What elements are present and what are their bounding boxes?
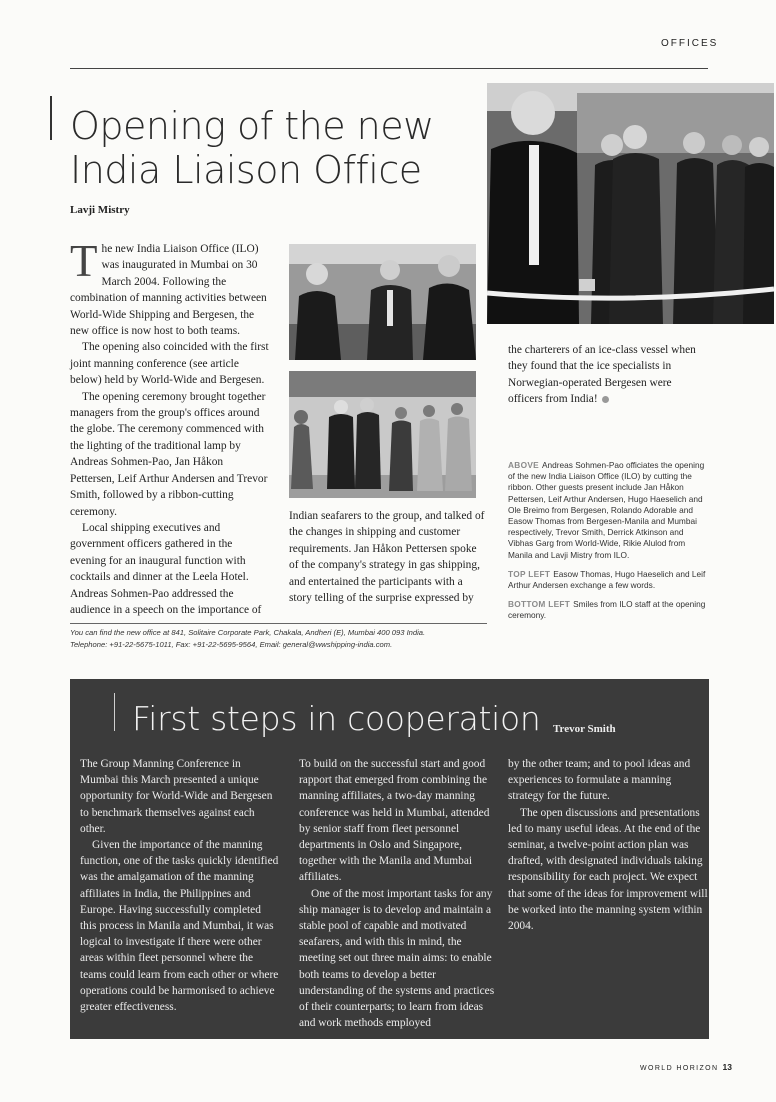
sidebar-column-3 — [508, 756, 708, 934]
photo-ribbon-cutting — [487, 83, 774, 324]
caption-above — [508, 460, 708, 561]
paragraph: by the other team; and to pool ideas and experiences to formulate a manning strategy for the future. — [508, 758, 691, 803]
page-number: 13 — [722, 1062, 732, 1072]
paragraph: The opening also coincided with the first joint manning conference (see article below) held by World-Wide and Bergesen. — [70, 341, 269, 387]
paragraph: Local shipping executives and government officers gathered in the evening for an inaugural function with cocktails and dinner at the Leela Hotel. Andreas Sohmen-Pao addressed the audience in a speech on the importance of — [70, 521, 262, 616]
article-column-1 — [70, 236, 270, 618]
paragraph: Indian seafarers to the group, and talked of the changes in shipping and customer requirements. Jan Håkon Pettersen spoke of the company's strategy in gas shipping, and entertained the participants with a story telling of the surprise expressed by — [289, 510, 485, 605]
caption-text: Andreas Sohmen-Pao officiates the opening of the new India Liaison Office (ILO) by cutting the ribbon. Other guests present include Jan Håkon Pettersen, Leif Arthur Andersen, Hugo Haeselich and Ole Breimo from Bergesen, Rolando Adorable and Easow Thomas from Bergesen-Manila and Mumbai respectively, Trevor Smith, Derrick Atkinson and Vibhas Garg from World-Wide, Rikie Alulod from Manila and Lavji Mistry from ILO. — [508, 460, 705, 560]
article-column-3 — [508, 342, 708, 408]
caption-text: Easow Thomas, Hugo Haeselich and Leif Arthur Andersen exchange a few words. — [508, 568, 706, 591]
sidebar-article-title: First steps in cooperation — [132, 699, 541, 738]
paragraph: The opening ceremony brought together managers from the group's offices around the globe. The ceremony commenced with the lighting of the traditional lamp by Andreas Sohmen-Pao, Jan Håkon Pettersen, Leif Arthur Andersen and Trevor Smith, followed by a ribbon-cutting ceremony. — [70, 390, 268, 518]
photo-top-left — [289, 244, 476, 360]
sidebar-title-accent-bar — [114, 693, 115, 731]
sidebar-column-1 — [80, 756, 280, 1015]
drop-cap: T — [70, 236, 98, 286]
photo-bottom-left — [289, 371, 476, 498]
caption-bottom-left — [508, 599, 708, 621]
address-line: You can find the new office at 841, Solitaire Corporate Park, Chakala, Andheri (E), Mumbai 400 093 India. — [70, 628, 426, 637]
publication-name: WORLD HORIZON — [640, 1065, 719, 1072]
sidebar-article-box — [70, 679, 709, 1039]
caption-label: ABOVE — [508, 460, 540, 470]
article-column-2 — [289, 508, 485, 606]
sidebar-article-author: Trevor Smith — [553, 723, 616, 735]
article-title: Opening of the new India Liaison Office — [70, 104, 434, 192]
paragraph: The open discussions and presentations led to many useful ideas. At the end of the seminar, a twelve-point action plan was drafted, with designated individuals taking responsibility for each project. We expect that some of the ideas for improvement will be worked into the manning system within 2004. — [508, 806, 708, 933]
caption-label: BOTTOM LEFT — [508, 599, 571, 610]
paragraph: One of the most important tasks for any ship manager is to develop and maintain a stable pool of capable and motivated seafarers, and with this in mind, the meeting set out three main aims: to enable both teams to develop a better understanding of the systems and practices of their counterparts; to learn from ideas and work methods employed — [299, 887, 495, 1030]
page-footer — [640, 1062, 732, 1072]
paragraph: The Group Manning Conference in Mumbai this March presented a unique opportunity for World-Wide and Bergesen to benchmark themselves against each other. — [80, 758, 273, 835]
caption-top-left — [508, 569, 708, 591]
paragraph: Given the importance of the manning function, one of the tasks quickly identified was the amalgamation of the manning affiliates in India, the Philippines and Europe. Having successfully completed this process in Manila and Mumbai, it was logical to investigate if there were other areas within fleet personnel where the teams could learn from each other or where operations could be harmonised to achieve greater effectiveness. — [80, 839, 279, 1014]
paragraph: the charterers of an ice-class vessel when they found that the ice specialists in Norwegian-operated Bergesen were officers from India! — [508, 344, 696, 406]
article-byline: Lavji Mistry — [70, 204, 130, 216]
caption-text: Smiles from ILO staff at the opening ceremony. — [508, 599, 706, 621]
address-note — [70, 627, 500, 651]
title-accent-bar — [50, 96, 52, 140]
photo-captions — [508, 460, 708, 630]
contact-line: Telephone: +91-22-5675-1011, Fax: +91-22-5695-9564, Email: general@wwshipping-india.com. — [70, 640, 393, 649]
paragraph: he new India Liaison Office (ILO) was inaugurated in Mumbai on 30 March 2004. Following the combination of manning activities between World-Wide Shipping and Bergesen, the new office is now host to both teams. — [70, 243, 267, 338]
sidebar-column-2 — [299, 756, 499, 1031]
address-note-rule — [70, 623, 487, 624]
paragraph: To build on the successful start and good rapport that emerged from combining the manning affiliates, a two-day manning conference was held in Mumbai, attended by senior staff from fleet personnel departments in Oslo and Singapore, together with the Manila and Mumbai affiliates. — [299, 758, 490, 884]
section-tag: OFFICES — [661, 38, 719, 49]
header-rule — [70, 68, 708, 69]
caption-label: TOP LEFT — [508, 568, 551, 579]
end-of-article-bullet-icon — [602, 396, 609, 403]
